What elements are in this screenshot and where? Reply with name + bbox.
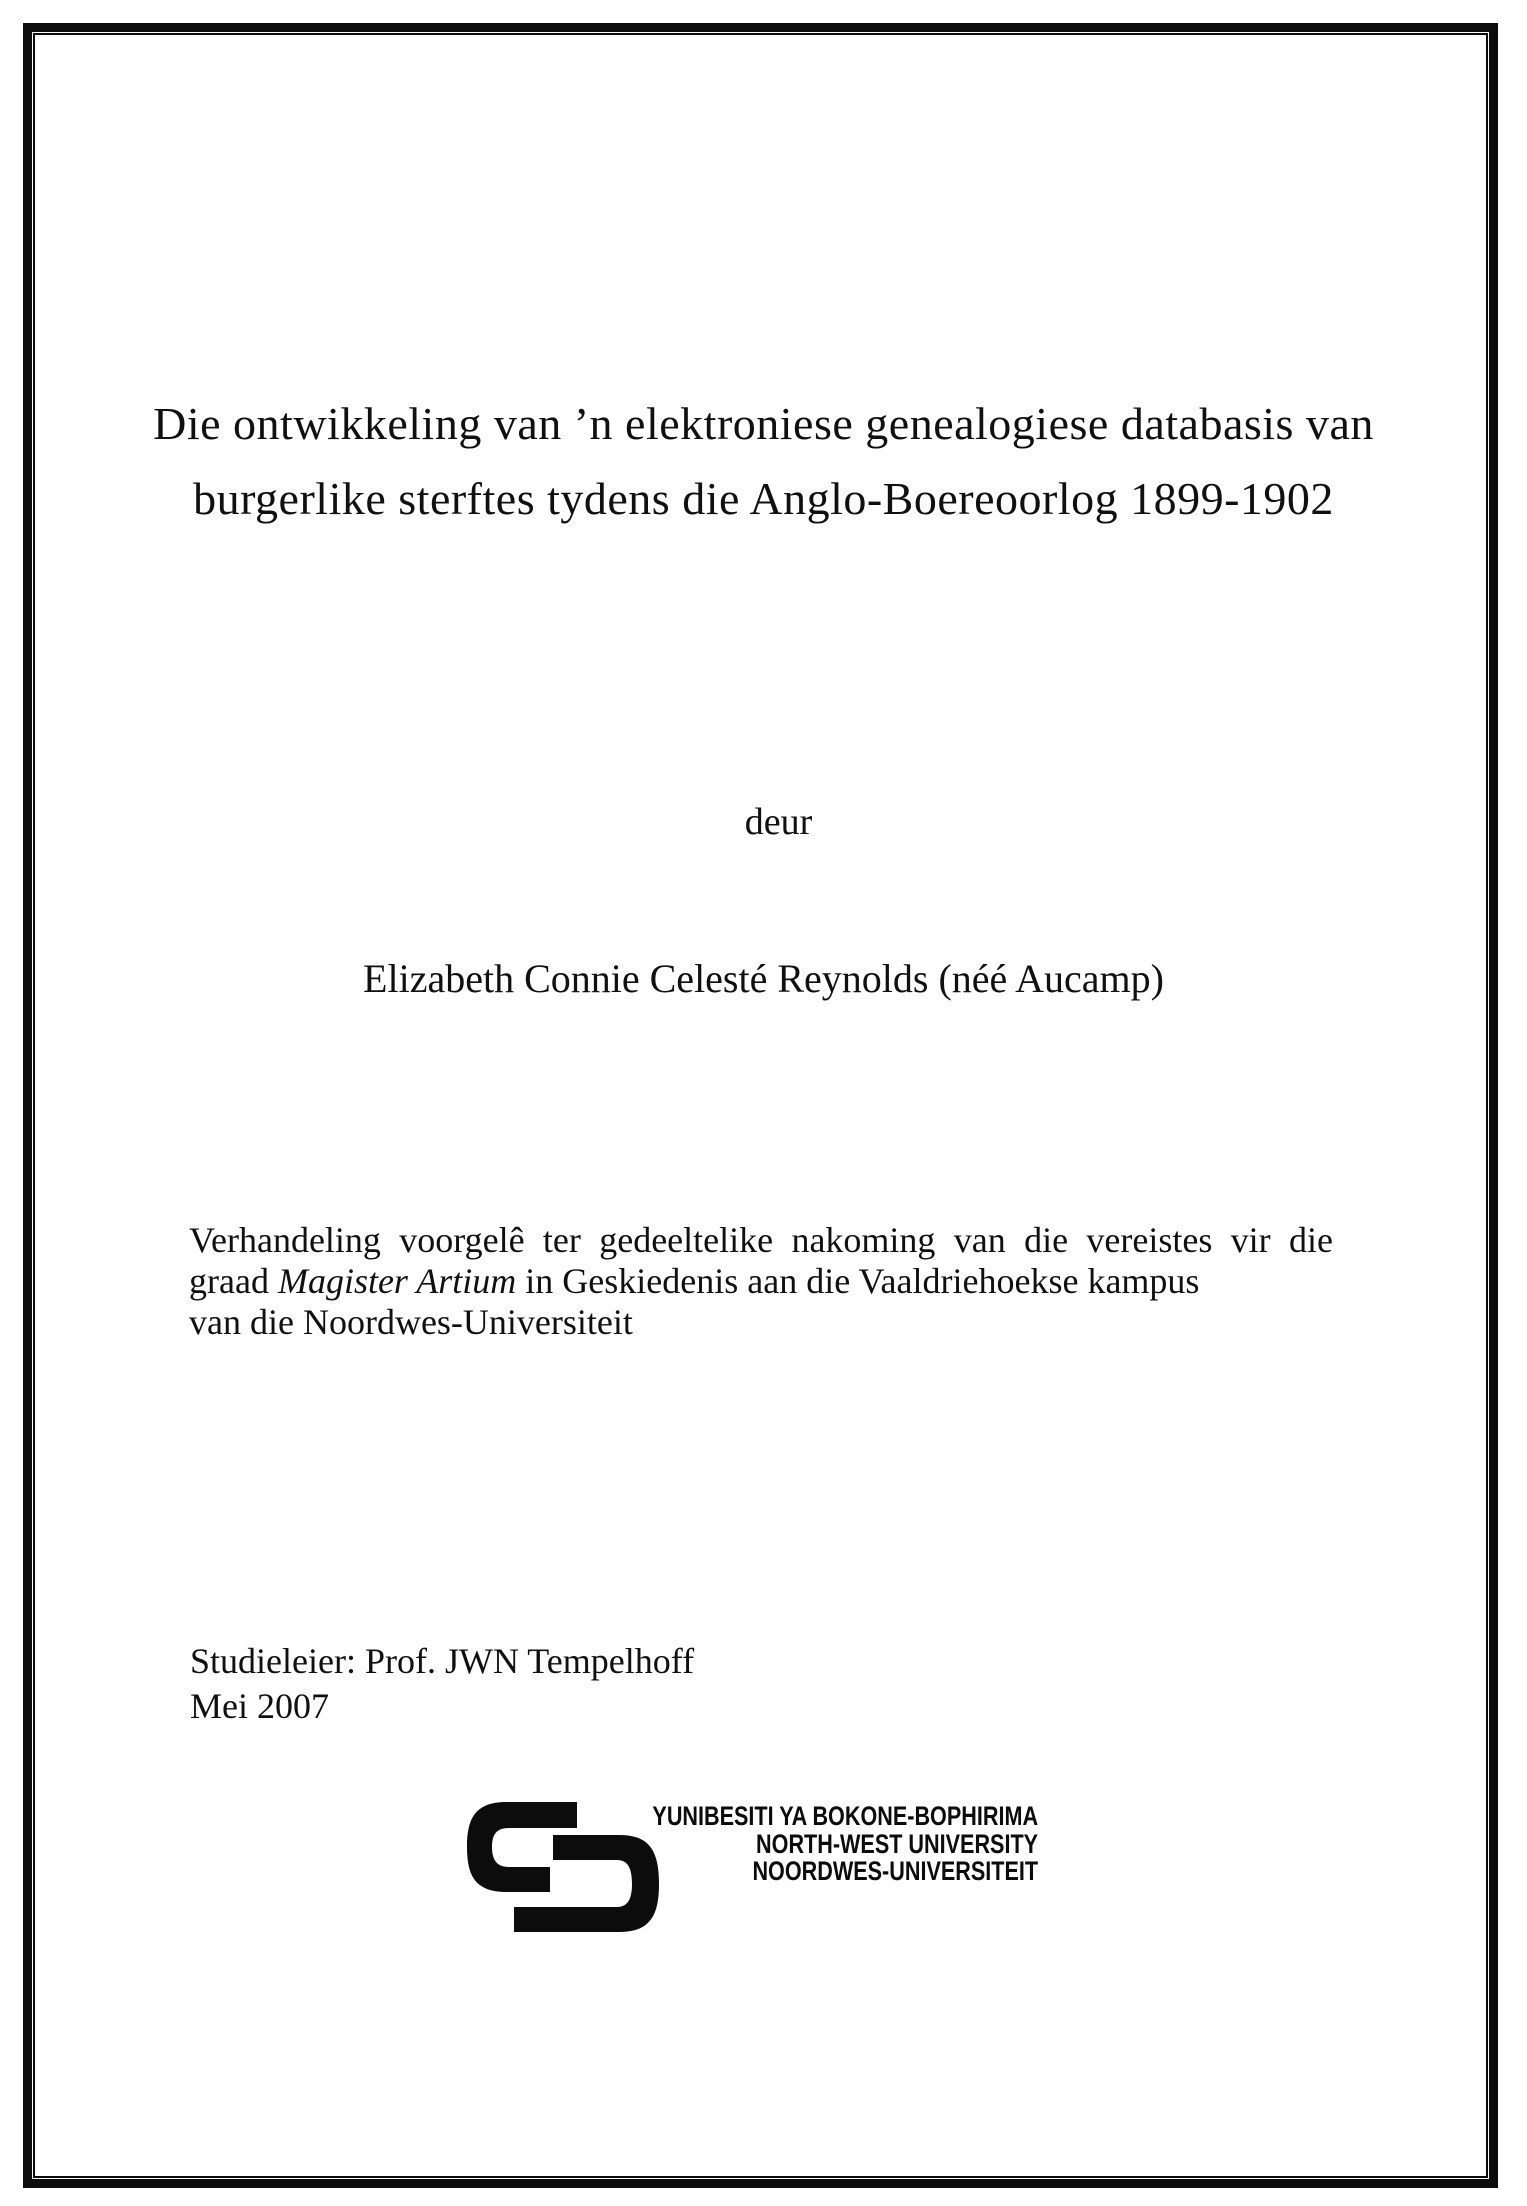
submission-line-2 — [189, 1261, 1333, 1302]
nwu-interlocking-links-icon — [463, 1800, 663, 1935]
submission-statement — [189, 1220, 1333, 1343]
nwu-logo-text — [652, 1803, 1038, 1886]
byline-deur: deur — [744, 801, 813, 843]
degree-name-italic: Magister Artium — [277, 1261, 517, 1301]
author-name: Elizabeth Connie Celesté Reynolds (néé Aucamp) — [363, 956, 1164, 1001]
submission-line-2-suffix: in Geskiedenis aan die Vaaldriehoekse kampus — [516, 1261, 1200, 1301]
nwu-logo-text-line-1: YUNIBESITI YA BOKONE-BOPHIRIMA — [652, 1801, 1038, 1831]
nwu-logo-text-line-3: NOORDWES-UNIVERSITEIT — [752, 1856, 1038, 1886]
thesis-title-line-1: Die ontwikkeling van ’n elektroniese genealogiese databasis van — [153, 398, 1374, 449]
supervisor-block — [190, 1639, 694, 1729]
submission-line-3: van die Noordwes-Universiteit — [189, 1302, 633, 1342]
date-line: Mei 2007 — [190, 1686, 329, 1726]
thesis-title-line-2: burgerlike sterftes tydens die Anglo-Boereoorlog 1899-1902 — [193, 473, 1334, 524]
thesis-title — [0, 386, 1527, 536]
submission-line-1: Verhandeling voorgelê ter gedeeltelike nakoming van die vereistes vir die — [189, 1220, 1333, 1260]
nwu-logo-text-line-2: NORTH-WEST UNIVERSITY — [755, 1828, 1038, 1859]
supervisor-line: Studieleier: Prof. JWN Tempelhoff — [190, 1641, 695, 1681]
nwu-logo-mark — [463, 1800, 663, 1935]
submission-line-2-prefix: graad — [189, 1261, 278, 1301]
